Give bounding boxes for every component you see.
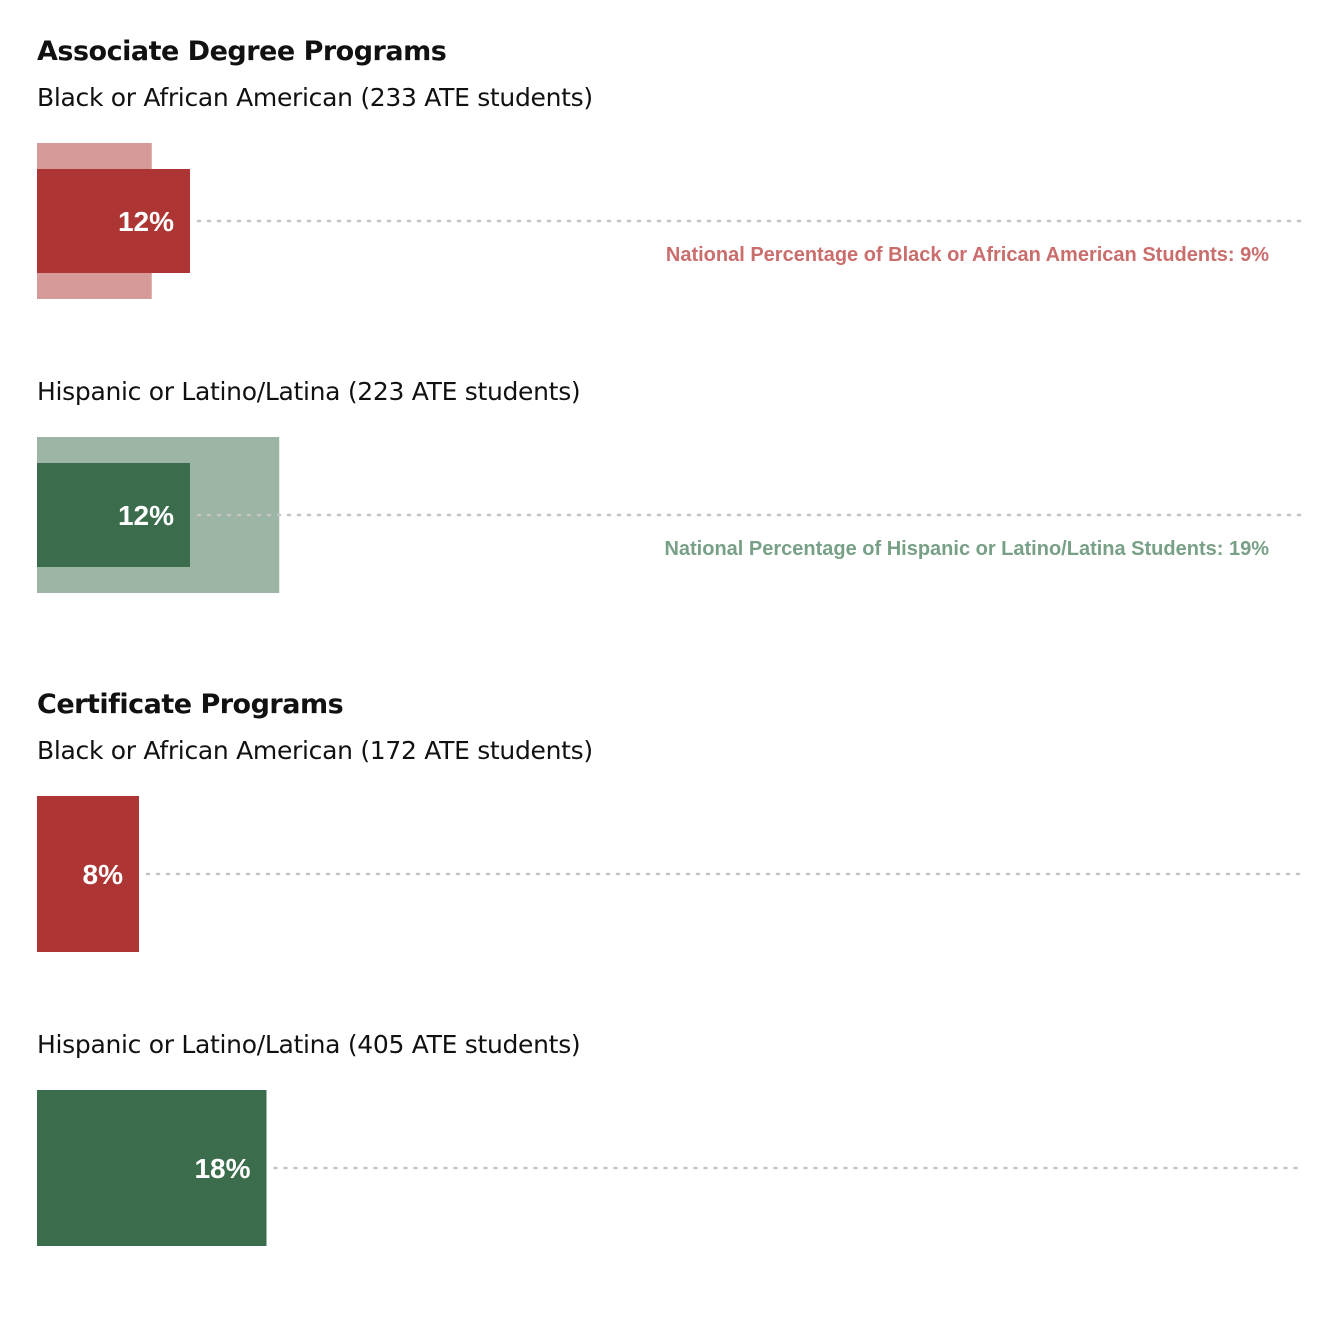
row-label: Hispanic or Latino/Latina (405 ATE students) [37, 1030, 581, 1059]
national-label: National Percentage of Hispanic or Latino/Latina Students: 19% [664, 538, 1269, 560]
section-title: Certificate Programs [37, 689, 344, 720]
value-label: 8% [82, 859, 123, 890]
row-label: Hispanic or Latino/Latina (223 ATE students) [37, 377, 581, 406]
value-label: 12% [117, 500, 174, 531]
section-title: Associate Degree Programs [37, 36, 447, 67]
value-label: 12% [117, 206, 174, 237]
value-label: 18% [194, 1153, 251, 1184]
row-label: Black or African American (172 ATE students) [37, 736, 593, 765]
row-label: Black or African American (233 ATE students) [37, 83, 593, 112]
national-label: National Percentage of Black or African American Students: 9% [665, 244, 1269, 266]
